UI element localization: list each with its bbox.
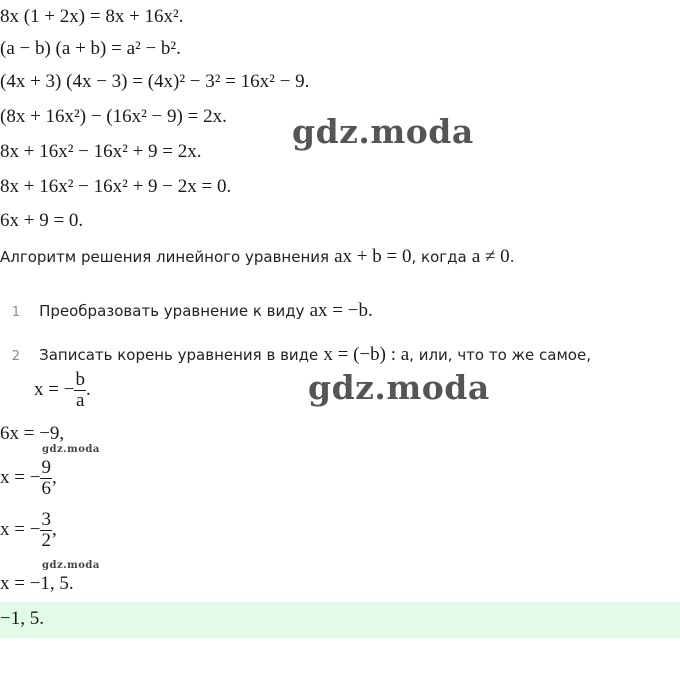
equation-line-6: 8x + 16x² − 16x² + 9 − 2x = 0.: [0, 176, 232, 197]
solution-line-2: [0, 458, 57, 499]
watermark-small: gdz.moda: [42, 560, 100, 571]
fraction-denominator: 2: [41, 529, 51, 551]
equation-line-1: 8x (1 + 2x) = 8x + 16x².: [0, 6, 184, 27]
answer-value: −1, 5.: [0, 608, 44, 629]
algorithm-intro-when: , когда: [411, 248, 467, 266]
fraction-lhs: x = −: [0, 466, 41, 488]
solution-line-3: [0, 510, 57, 551]
list-item: [0, 344, 591, 366]
solution-line-1: 6x = −9,: [0, 423, 65, 444]
watermark-logo: gdz.moda: [292, 112, 474, 151]
equation-line-5: 8x + 16x² − 16x² + 9 = 2x.: [0, 141, 202, 162]
fraction-lhs: x = −: [0, 518, 41, 540]
list-item-equation: x = (−b) : a: [323, 344, 410, 365]
list-item-text-2: , или, что то же самое,: [409, 346, 591, 364]
fraction-numerator: 3: [41, 509, 51, 530]
equation-line-7: 6x + 9 = 0.: [0, 210, 84, 231]
fraction-end: ,: [51, 518, 57, 540]
fraction-end: .: [85, 378, 91, 400]
list-item-equation: ax = −b: [309, 300, 368, 321]
solution-line-4: x = −1, 5.: [0, 573, 74, 594]
fraction-denominator: 6: [41, 477, 51, 499]
list-item-number: 2: [11, 349, 20, 364]
list-item-number: 1: [11, 305, 20, 320]
list-item-text: Записать корень уравнения в виде: [39, 346, 319, 364]
list-item-end: .: [367, 300, 373, 321]
fraction-numerator: 9: [41, 457, 51, 478]
fraction-numerator: b: [75, 369, 85, 390]
fraction-denominator: a: [75, 389, 85, 411]
answer-box: [0, 602, 680, 638]
algorithm-intro: [0, 246, 514, 268]
fraction-lhs: x = −: [34, 378, 75, 400]
algorithm-intro-end: .: [509, 248, 515, 266]
watermark-logo: gdz.moda: [308, 368, 490, 407]
list-item: [0, 300, 373, 322]
fraction-end: ,: [51, 466, 57, 488]
algorithm-intro-equation: ax + b = 0: [334, 246, 412, 267]
watermark-small: gdz.moda: [42, 444, 100, 455]
list-item-fraction-line: [34, 370, 91, 411]
list-item-text: Преобразовать уравнение к виду: [39, 302, 305, 320]
algorithm-intro-condition: a ≠ 0: [471, 246, 510, 267]
algorithm-intro-text: Алгоритм решения линейного уравнения: [0, 248, 330, 266]
equation-line-4: (8x + 16x²) − (16x² − 9) = 2x.: [0, 106, 227, 127]
equation-line-3: (4x + 3) (4x − 3) = (4x)² − 3² = 16x² − 9.: [0, 71, 310, 92]
equation-line-2: (a − b) (a + b) = a² − b².: [0, 38, 181, 59]
